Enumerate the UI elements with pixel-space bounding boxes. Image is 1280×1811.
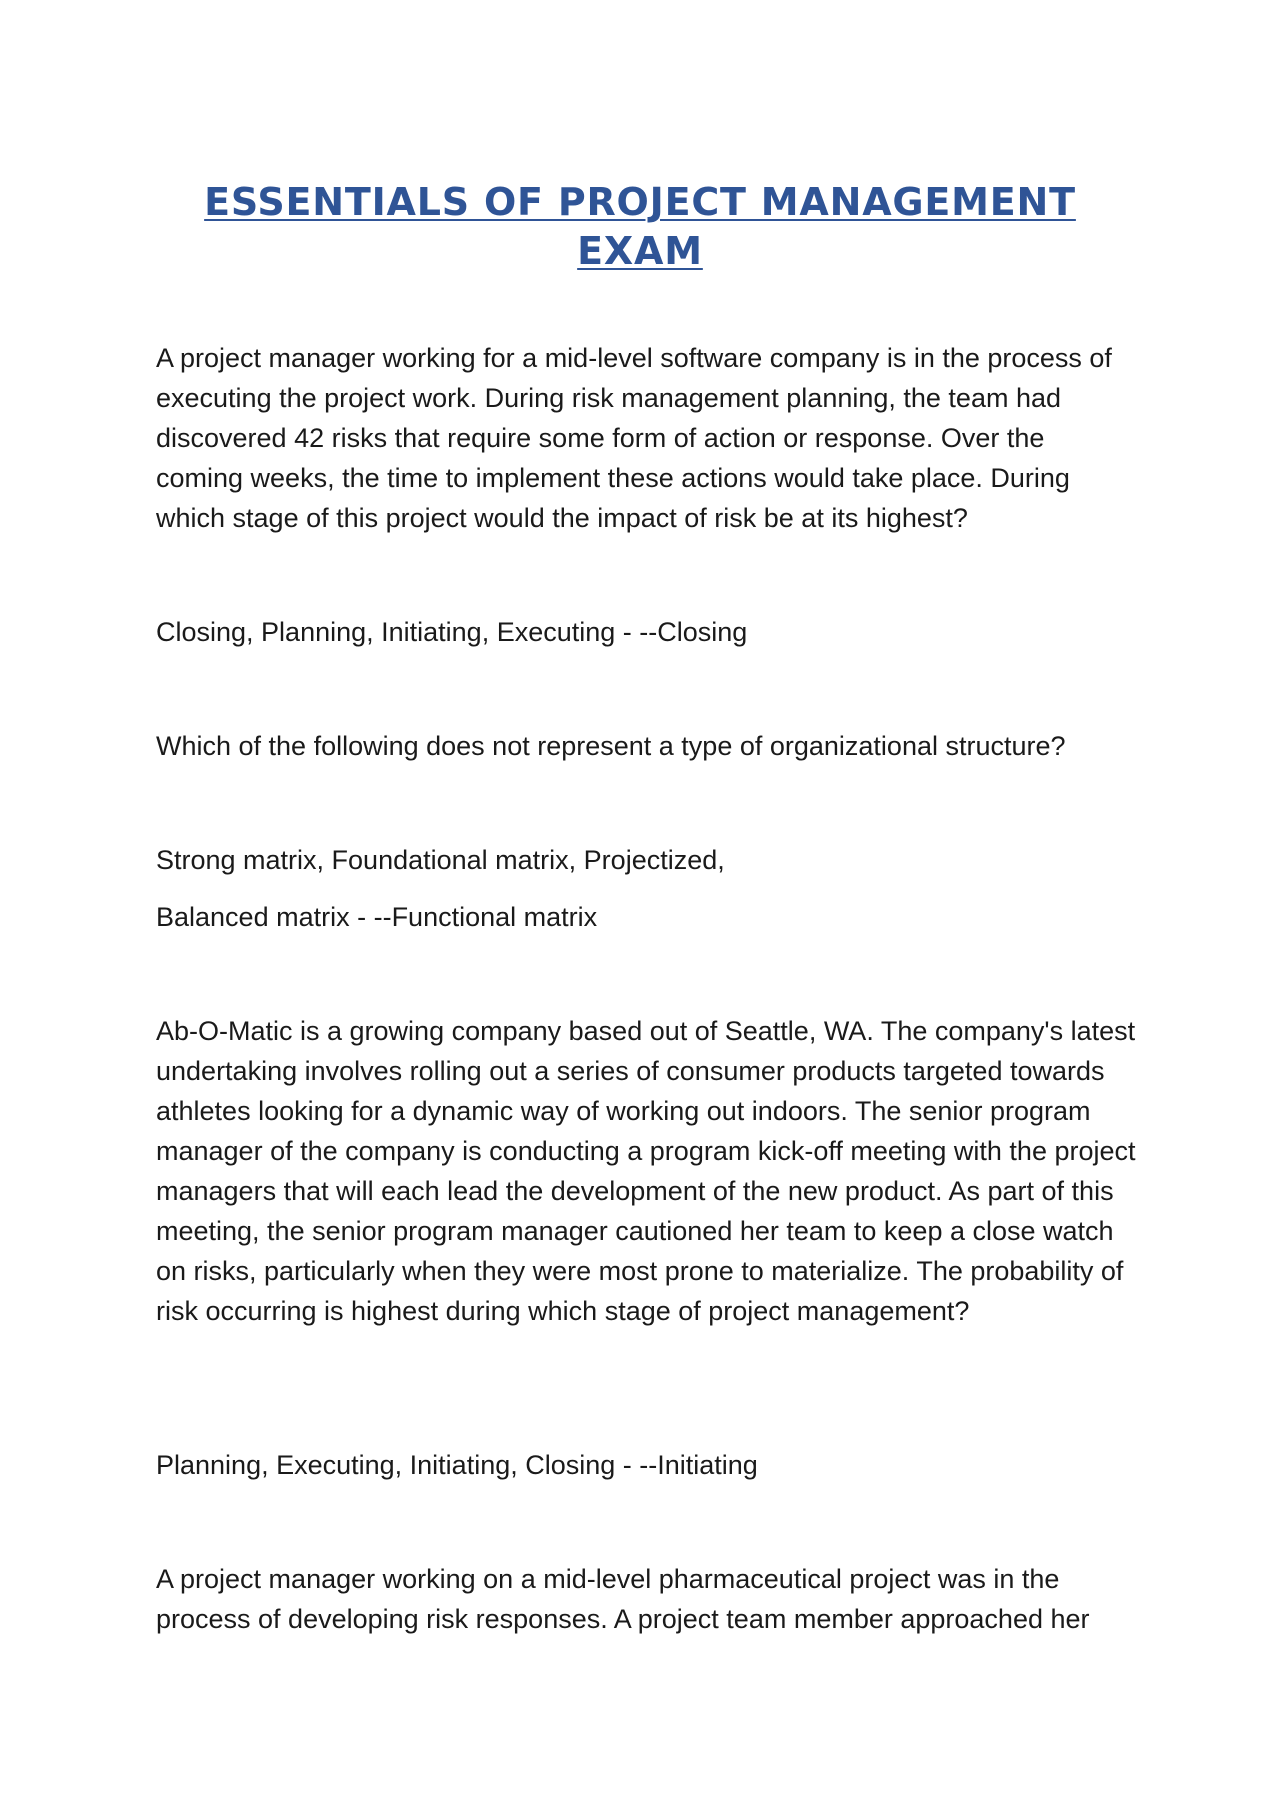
question-2-text: Which of the following does not represent a type of organizational structure? <box>156 731 1066 761</box>
question-1-text: A project manager working for a mid-level software company is in the process of executing the project work. During risk management planning, the team had discovered 42 risks that require some form of action or response. Over the coming weeks, the time to implement these actions would take place. During which stage of this project would the impact of risk be at its highest? <box>156 343 1112 533</box>
question-1-answer: Closing, Planning, Initiating, Executing - --Closing <box>156 617 748 647</box>
question-2-options: Strong matrix, Foundational matrix, Projectized, <box>156 845 725 875</box>
question-4-text: A project manager working on a mid-level pharmaceutical project was in the process of developing risk responses. A project team member approached her <box>156 1564 1090 1634</box>
question-3-text: Ab-O-Matic is a growing company based out of Seattle, WA. The company's latest undertaking involves rolling out a series of consumer products targeted towards athletes looking for a dynamic way of working out indoors. The senior program manager of the company is conducting a program kick-off meeting with the project managers that will each lead the development of the new product. As part of this meeting, the senior program manager cautioned her team to keep a close watch on risks, particularly when they were most prone to materialize. The probability of risk occurring is highest during which stage of project management? <box>156 1016 1136 1326</box>
question-2-answer: Balanced matrix - --Functional matrix <box>156 902 598 932</box>
question-3-answer: Planning, Executing, Initiating, Closing - --Initiating <box>156 1450 758 1480</box>
document-title: ESSENTIALS OF PROJECT MANAGEMENT EXAM <box>204 180 1076 273</box>
